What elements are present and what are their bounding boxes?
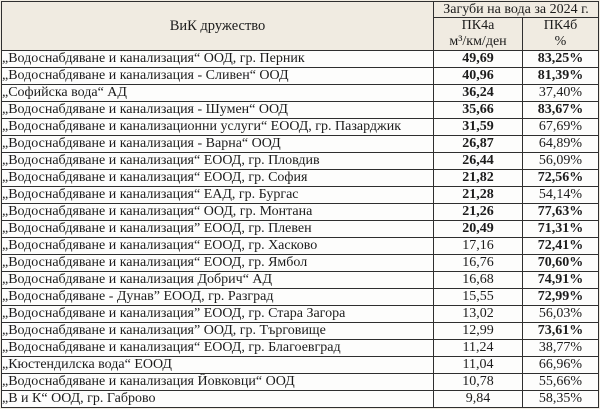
pk4b-value-cell: 37,40%: [523, 85, 599, 102]
pk4b-value-cell: 74,91%: [523, 272, 599, 289]
company-cell: „Водоснабдяване и канализация“ ООД, гр. Монтана: [2, 204, 434, 221]
company-cell: „Водоснабдяване и канализация“ ЕООД, гр. Пловдив: [2, 153, 434, 170]
company-cell: „Водоснабдяване и канализация“ ЕООД, гр. Ямбол: [2, 255, 434, 272]
pk4b-value-cell: 70,60%: [523, 255, 599, 272]
pk4b-header-unit: %: [554, 34, 567, 49]
pk4b-value-cell: 83,67%: [523, 102, 599, 119]
pk4a-value-cell: 26,44: [434, 153, 523, 170]
pk4b-value-cell: 56,03%: [523, 306, 599, 323]
pk4b-value-cell: 38,77%: [523, 340, 599, 357]
pk4b-value-cell: 64,89%: [523, 136, 599, 153]
company-cell: „Водоснабдяване и канализация Йовковци“ ООД: [2, 374, 434, 391]
table-row: [2, 51, 599, 68]
pk4a-value-cell: 16,68: [434, 272, 523, 289]
pk4a-value-cell: 15,55: [434, 289, 523, 306]
pk4a-value-cell: 40,96: [434, 68, 523, 85]
header-row-group: [2, 2, 599, 18]
pk4b-value-cell: 81,39%: [523, 68, 599, 85]
table-row: [2, 102, 599, 119]
company-cell: „Водоснабдяване и канализация“ ЕАД, гр. Бургас: [2, 187, 434, 204]
pk4b-value-cell: 83,25%: [523, 51, 599, 68]
pk4a-column-header: [434, 18, 523, 51]
pk4a-value-cell: 9,84: [434, 391, 523, 408]
table-body: [2, 51, 599, 408]
pk4a-value-cell: 16,76: [434, 255, 523, 272]
pk4a-value-cell: 11,04: [434, 357, 523, 374]
company-cell: „Водоснабдяване и канализация“ ЕООД, гр. Хасково: [2, 238, 434, 255]
table-row: [2, 238, 599, 255]
company-cell: „Водоснабдяване и канализационни услуги“ ЕООД, гр. Пазарджик: [2, 119, 434, 136]
table-row: [2, 119, 599, 136]
pk4b-value-cell: 54,14%: [523, 187, 599, 204]
pk4b-value-cell: 58,35%: [523, 391, 599, 408]
pk4b-value-cell: 55,66%: [523, 374, 599, 391]
pk4b-value-cell: 72,56%: [523, 170, 599, 187]
pk4b-value-cell: 56,09%: [523, 153, 599, 170]
pk4b-header-code: ПК4б: [543, 18, 578, 33]
company-cell: „Водоснабдяване и канализация - Сливен“ ООД: [2, 68, 434, 85]
table-row: [2, 272, 599, 289]
pk4b-value-cell: 72,41%: [523, 238, 599, 255]
pk4a-value-cell: 21,82: [434, 170, 523, 187]
pk4a-value-cell: 20,49: [434, 221, 523, 238]
table-row: [2, 204, 599, 221]
pk4a-value-cell: 10,78: [434, 374, 523, 391]
table-row: [2, 187, 599, 204]
company-cell: „Водоснабдяване - Дунав” ЕООД, гр. Разград: [2, 289, 434, 306]
pk4b-value-cell: 72,99%: [523, 289, 599, 306]
table-row: [2, 391, 599, 408]
company-cell: „Водоснабдяване и канализация - Шумен“ ООД: [2, 102, 434, 119]
table-row: [2, 323, 599, 340]
company-cell: „В и К“ ООД, гр. Габрово: [2, 391, 434, 408]
pk4a-value-cell: 13,02: [434, 306, 523, 323]
company-cell: „Водоснабдяване и канализация Добрич“ АД: [2, 272, 434, 289]
table-row: [2, 306, 599, 323]
company-column-header: ВиК дружество: [2, 2, 434, 51]
company-cell: „Водоснабдяване и канализация” ЕООД, гр. Стара Загора: [2, 306, 434, 323]
pk4a-value-cell: 26,87: [434, 136, 523, 153]
table-row: [2, 255, 599, 272]
pk4a-value-cell: 35,66: [434, 102, 523, 119]
table-row: [2, 357, 599, 374]
table-row: [2, 153, 599, 170]
table-row: [2, 289, 599, 306]
table-row: [2, 136, 599, 153]
company-cell: „Водоснабдяване и канализация“ ЕООД, гр. Благоевград: [2, 340, 434, 357]
company-cell: „Водоснабдяване и канализация” ЕООД, гр. Плевен: [2, 221, 434, 238]
pk4b-value-cell: 67,69%: [523, 119, 599, 136]
pk4a-value-cell: 12,99: [434, 323, 523, 340]
pk4a-header-code: ПК4а: [461, 18, 495, 33]
company-cell: „Кюстендилска вода“ ЕООД: [2, 357, 434, 374]
company-cell: „Водоснабдяване и канализация” ООД, гр. Търговище: [2, 323, 434, 340]
table-row: [2, 374, 599, 391]
company-cell: „Водоснабдяване и канализация“ ООД, гр. Перник: [2, 51, 434, 68]
table-row: [2, 221, 599, 238]
company-cell: „Софийска вода“ АД: [2, 85, 434, 102]
pk4a-value-cell: 49,69: [434, 51, 523, 68]
water-loss-table: [1, 1, 599, 408]
pk4b-value-cell: 77,63%: [523, 204, 599, 221]
pk4a-value-cell: 36,24: [434, 85, 523, 102]
company-cell: „Водоснабдяване и канализация“ ЕООД, гр. София: [2, 170, 434, 187]
pk4b-value-cell: 71,31%: [523, 221, 599, 238]
table-row: [2, 340, 599, 357]
pk4b-value-cell: 73,61%: [523, 323, 599, 340]
pk4a-header-unit: м³/км/ден: [449, 34, 507, 49]
pk4b-value-cell: 66,96%: [523, 357, 599, 374]
pk4b-column-header: [523, 18, 599, 51]
pk4a-value-cell: 11,24: [434, 340, 523, 357]
group-title-header: Загуби на вода за 2024 г.: [434, 2, 599, 18]
pk4a-value-cell: 21,26: [434, 204, 523, 221]
company-cell: „Водоснабдяване и канализация - Варна“ ООД: [2, 136, 434, 153]
pk4a-value-cell: 17,16: [434, 238, 523, 255]
pk4a-value-cell: 21,28: [434, 187, 523, 204]
table-row: [2, 170, 599, 187]
pk4a-value-cell: 31,59: [434, 119, 523, 136]
table-row: [2, 68, 599, 85]
table-row: [2, 85, 599, 102]
